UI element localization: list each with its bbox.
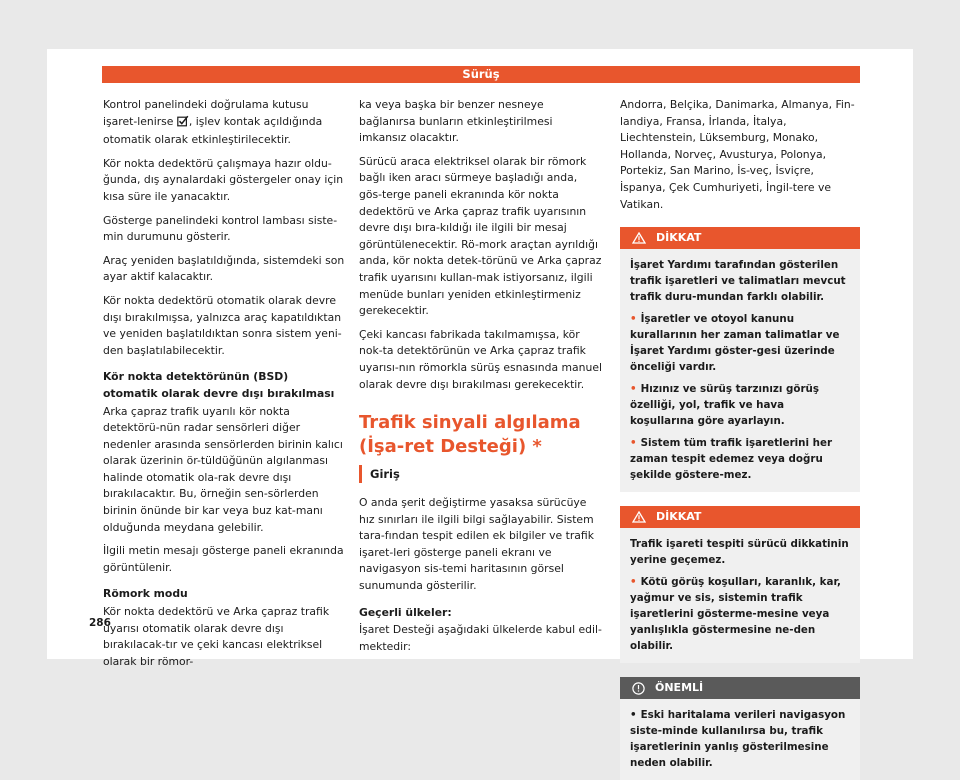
paragraph: İlgili metin mesajı gösterge paneli ekranında görüntülenir. [103,544,344,574]
bullet-dot: • [630,437,637,450]
subheading: Kör nokta detektörünün (BSD) otomatik olarak devre dışı bırakılması [103,370,335,400]
warning-triangle-icon [632,511,646,523]
warning-header [620,227,860,249]
subheading: Römork modu [103,587,188,601]
checkbox-checked-icon [177,115,189,133]
page-number: 286 [89,617,111,629]
subheading-block [359,465,602,483]
subheading: Geçerli ülkeler: [359,605,452,619]
paragraph: Araç yeniden başlatıldığında, sistemdeki son ayar aktif kalacaktır. [103,253,345,284]
column-1 [103,97,346,677]
column-3 [620,97,860,780]
paragraph: Kör nokta dedektörü otomatik olarak devre dışı bırakılmışsa, yalnızca araç kapatıldıktan ve yeniden başlatıldıktan sonra sistem yeni-den başlatılabilecektir. [103,293,342,357]
warning-title: DİKKAT [656,509,702,523]
paragraph: O anda şerit değiştirme yasaksa sürücüye hız sınırları ile ilgili bilgi sağlayabilir. Sistem tara-fından tespit edilen ek bilgiler ve trafik işaret-leri gösterge paneli ekranı ve navigasyon sis-temi haritasının görsel sunumunda gösterilir. [359,496,594,593]
subheading-rule [359,465,362,483]
bullet-item [630,311,850,375]
column-2 [359,97,602,662]
bullet-text: Hızınız ve sürüş tarzınızı görüş özelliği, yol, trafik ve hava koşullarına göre ayarlayın. [630,383,819,428]
paragraph: Andorra, Belçika, Danimarka, Almanya, Fin-landiya, Fransa, İrlanda, İtalya, Liechtenstein, Lüksemburg, Monako, Hollanda, Norveç, Avusturya, Polonya, Portekiz, San Marino, İs-veç, İsviçre, İspanya, Çek Cumhuriyeti, İngil-tere ve Vatikan. [620,98,855,211]
text: , işlev kontak açıldığında otomatik olarak etkinleştirilecektir. [103,114,323,147]
paragraph: Gösterge panelindeki kontrol lambası siste-min durumunu gösterir. [103,213,338,244]
paragraph: ka veya başka bir benzer nesneye bağlanırsa bunların etkinleştirilmesi imkansız olacaktır. [359,98,553,145]
info-circle-icon [632,682,645,695]
paragraph: Kör nokta dedektörü çalışmaya hazır oldu-ğunda, dış aynalardaki göstergeler onay için kısa süre ile yanacaktır. [103,156,344,203]
note-body [620,699,860,780]
warning-lead: İşaret Yardımı tarafından gösterilen trafik işaretleri ve talimatları mevcut trafik duru-mundan farklı olabilir. [630,259,846,304]
paragraph: Arka çapraz trafik uyarılı kör nokta detektörü-nün radar sensörleri diğer nedenler arasında sensörlerden birinin kalıcı olarak üzerinin ör-tüldüğünün algılanması halinde otomatik ola-rak devre dışı bırakılacaktır. Bu, örneğin sen-sörlerden birinin önünde bir kar veya buz kat-manı olduğunda meydana gelebilir. [103,404,343,534]
bullet-dot: • [630,709,637,722]
warning-lead: Trafik işareti tespiti sürücü dikkatinin yerine geçemez. [630,538,849,567]
warning-header [620,506,860,528]
bullet-dot: • [630,383,637,396]
paragraph: İşaret Desteği aşağıdaki ülkelerde kabul edil-mektedir: [359,623,602,653]
bullet-item [630,381,850,429]
warning-triangle-icon [632,232,646,244]
note-title: ÖNEMLİ [655,680,704,694]
bullet-item [630,574,850,654]
text: Kontrol panelindeki doğrulama kutusu işaret-lenirse [103,98,309,128]
warning-title: DİKKAT [656,230,702,244]
paragraph: Sürücü araca elektriksel olarak bir römork bağlı iken aracı sürmeye başladığı anda, gös-terge paneli ekranında kör nokta dedektörü ve Arka çapraz trafik uyarısının devre dışı bıra-kıldığı ile ilgili bir mesaj görüntülenecektir. Rö-mork araçtan ayrıldığı anda, kör nokta detek-törünü ve Arka çapraz trafik uyarısını kullan-mak istiyorsanız, ilgili menüde bunları yeniden etkinleştirmeniz gerekecektir. [359,154,602,318]
bullet-text: İşaretler ve otoyol kanunu kurallarının her zaman talimatlar ve İşaret Yardımı göster-gesi üzerinde önceliği vardır. [630,313,840,374]
warning-box-2 [620,506,860,663]
paragraph: Çeki kancası fabrikada takılmamışsa, kör nok-ta detektörünün ve Arka çapraz trafik uyarısı-nın römorkla sürüş esnasında manuel olarak devre dışı bırakılması gerekecektir. [359,327,602,391]
warning-body [620,528,860,663]
subheading: Giriş [370,466,400,481]
warning-box-1 [620,227,860,492]
bullet-text: Kötü görüş koşulları, karanlık, kar, yağmur ve sis, sistemin trafik işaretlerini gösterme-mesine veya yanlışlıkla göstermesine ne-den olabilir. [630,576,841,653]
note-header [620,677,860,699]
bullet-item [630,435,850,483]
warning-body [620,249,860,492]
note-box [620,677,860,780]
paragraph: Kör nokta dedektörü ve Arka çapraz trafik uyarısı otomatik olarak devre dışı bırakılacak-tır ve çeki kancası elektriksel olarak bir römor- [103,605,330,668]
bullet-dot: • [630,576,637,589]
bullet-dot: • [630,313,637,326]
bullet-item [630,707,850,771]
section-title: Trafik sinyali algılama (İşa-ret Desteği) * [359,412,581,458]
paragraph [103,97,346,149]
bullet-text: Sistem tüm trafik işaretlerini her zaman tespit edemez veya doğru şekilde göstere-mez. [630,437,833,482]
bullet-text: Eski haritalama verileri navigasyon siste-minde kullanılırsa bu, trafik işaretlerinin yanlış gösterilmesine neden olabilir. [630,709,846,770]
section-header: Sürüş [102,66,860,83]
